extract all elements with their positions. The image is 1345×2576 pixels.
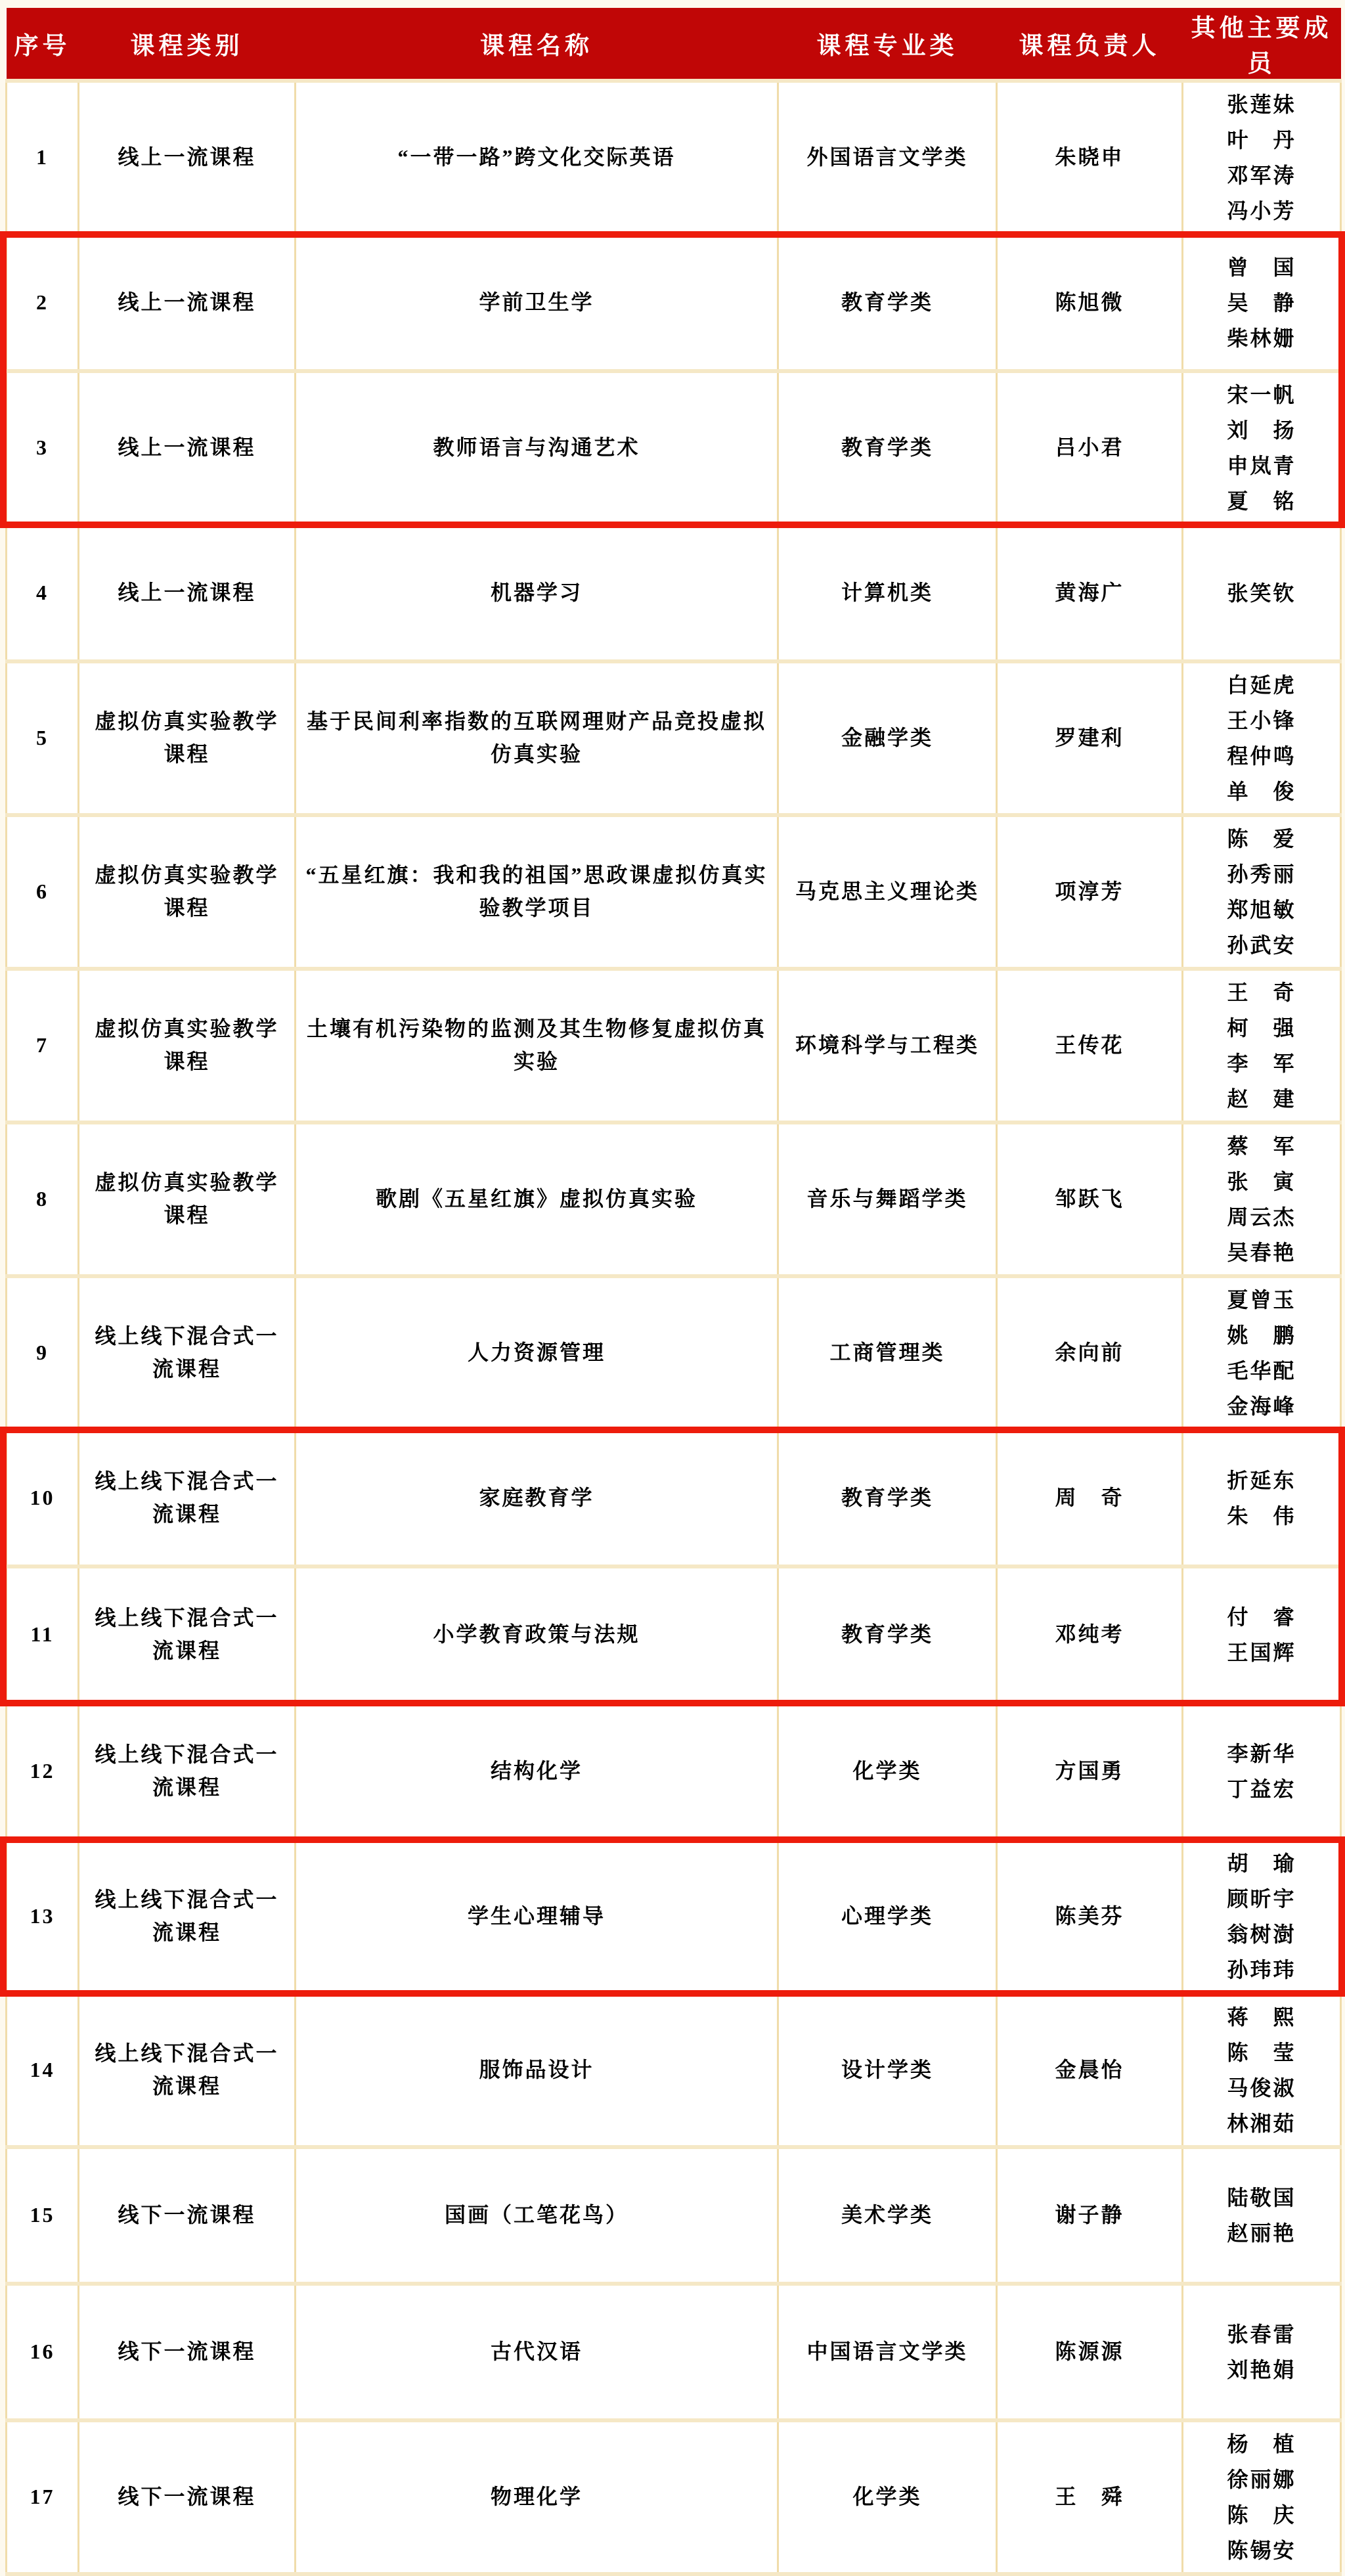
- cell-course-title: 家庭教育学: [296, 1430, 778, 1566]
- cell-num: 11: [7, 1566, 79, 1703]
- member-name: 王国辉: [1227, 1641, 1296, 1664]
- member-name: 曾 国: [1227, 255, 1296, 279]
- cell-num: 1: [7, 81, 79, 234]
- member-name: 周云杰: [1227, 1205, 1296, 1229]
- table-row: [7, 1840, 1341, 1993]
- cell-category: 虚拟仿真实验教学课程: [79, 815, 296, 969]
- cell-course-title: 人力资源管理: [296, 1276, 778, 1430]
- member-name: 刘艳娟: [1227, 2358, 1296, 2382]
- member-name: 陈锡安: [1227, 2539, 1296, 2562]
- cell-num: 14: [7, 1993, 79, 2147]
- cell-course-title: 服饰品设计: [296, 1993, 778, 2147]
- courses-table-wrapper: [5, 8, 1340, 2576]
- cell-major-category: 工商管理类: [778, 1276, 997, 1430]
- cell-category: 线上线下混合式一流课程: [79, 1566, 296, 1703]
- cell-members: [1183, 1993, 1341, 2147]
- cell-num: 10: [7, 1430, 79, 1566]
- cell-category: 线上线下混合式一流课程: [79, 1993, 296, 2147]
- cell-course-title: 古代汉语: [296, 2284, 778, 2420]
- table-row: [7, 2147, 1341, 2284]
- member-name: 柯 强: [1227, 1016, 1296, 1040]
- cell-course-title: 机器学习: [296, 525, 778, 661]
- cell-num: 6: [7, 815, 79, 969]
- cell-members: [1183, 1566, 1341, 1703]
- cell-leader: 金晨怡: [997, 1993, 1183, 2147]
- member-name: 孙秀丽: [1227, 862, 1296, 886]
- cell-major-category: 外国语言文学类: [778, 81, 997, 234]
- cell-num: 3: [7, 371, 79, 525]
- table-row: [7, 1993, 1341, 2147]
- member-name: 申岚青: [1227, 454, 1296, 477]
- member-name: 单 俊: [1227, 780, 1296, 803]
- table-row: [7, 969, 1341, 1122]
- cell-leader: 陈美芬: [997, 1840, 1183, 1993]
- cell-leader: 方国勇: [997, 1703, 1183, 1840]
- cell-category: 线上一流课程: [79, 525, 296, 661]
- cell-major-category: 金融学类: [778, 661, 997, 815]
- cell-num: 16: [7, 2284, 79, 2420]
- cell-num: 12: [7, 1703, 79, 1840]
- cell-course-title: 土壤有机污染物的监测及其生物修复虚拟仿真实验: [296, 969, 778, 1122]
- table-body: [7, 81, 1341, 2574]
- member-name: 金海峰: [1227, 1394, 1296, 1418]
- member-name: 朱 伟: [1227, 1504, 1296, 1528]
- column-header-leader: 课程负责人: [997, 8, 1183, 81]
- member-name: 胡 瑜: [1227, 1852, 1296, 1875]
- member-name: 翁树澍: [1227, 1922, 1296, 1946]
- table-row: [7, 525, 1341, 661]
- cell-leader: 吕小君: [997, 371, 1183, 525]
- cell-members: [1183, 2284, 1341, 2420]
- table-row: [7, 661, 1341, 815]
- member-name: 李 军: [1227, 1052, 1296, 1075]
- cell-course-title: 教师语言与沟通艺术: [296, 371, 778, 525]
- cell-leader: 朱晓申: [997, 81, 1183, 234]
- cell-major-category: 美术学类: [778, 2147, 997, 2284]
- cell-major-category: 教育学类: [778, 1430, 997, 1566]
- table-row: [7, 371, 1341, 525]
- cell-leader: 余向前: [997, 1276, 1183, 1430]
- cell-leader: 陈源源: [997, 2284, 1183, 2420]
- member-name: 陈 莹: [1227, 2041, 1296, 2064]
- cell-leader: 周 奇: [997, 1430, 1183, 1566]
- cell-num: 2: [7, 234, 79, 371]
- member-name: 杨 植: [1227, 2432, 1296, 2456]
- cell-category: 线上线下混合式一流课程: [79, 1430, 296, 1566]
- cell-members: [1183, 234, 1341, 371]
- cell-category: 线上线下混合式一流课程: [79, 1840, 296, 1993]
- cell-leader: 谢子静: [997, 2147, 1183, 2284]
- member-name: 王 奇: [1227, 981, 1296, 1004]
- cell-num: 5: [7, 661, 79, 815]
- cell-course-title: 小学教育政策与法规: [296, 1566, 778, 1703]
- cell-leader: 邹跃飞: [997, 1122, 1183, 1276]
- table-row: [7, 1122, 1341, 1276]
- cell-major-category: 化学类: [778, 2420, 997, 2574]
- member-name: 陈 庆: [1227, 2503, 1296, 2527]
- member-name: 邓军涛: [1227, 164, 1296, 187]
- member-name: 郑旭敏: [1227, 898, 1296, 922]
- member-name: 毛华配: [1227, 1359, 1296, 1383]
- member-name: 陆敬国: [1227, 2186, 1296, 2210]
- cell-num: 4: [7, 525, 79, 661]
- member-name: 张 寅: [1227, 1170, 1296, 1193]
- table-row: [7, 2284, 1341, 2420]
- column-header-members: 其他主要成员: [1183, 8, 1341, 81]
- cell-major-category: 中国语言文学类: [778, 2284, 997, 2420]
- member-name: 张莲妹: [1227, 93, 1296, 116]
- cell-course-title: 国画（工笔花鸟）: [296, 2147, 778, 2284]
- column-header-category: 课程类别: [79, 8, 296, 81]
- header-row: [7, 8, 1341, 81]
- cell-leader: 罗建利: [997, 661, 1183, 815]
- cell-major-category: 环境科学与工程类: [778, 969, 997, 1122]
- cell-major-category: 计算机类: [778, 525, 997, 661]
- cell-course-title: 基于民间利率指数的互联网理财产品竞投虚拟仿真实验: [296, 661, 778, 815]
- cell-members: [1183, 1122, 1341, 1276]
- cell-num: 9: [7, 1276, 79, 1430]
- column-header-title: 课程名称: [296, 8, 778, 81]
- member-name: 王小锋: [1227, 709, 1296, 732]
- member-name: 丁益宏: [1227, 1777, 1296, 1801]
- cell-major-category: 教育学类: [778, 234, 997, 371]
- cell-members: [1183, 815, 1341, 969]
- table-row: [7, 81, 1341, 234]
- table-row: [7, 1566, 1341, 1703]
- cell-course-title: “五星红旗：我和我的祖国”思政课虚拟仿真实验教学项目: [296, 815, 778, 969]
- cell-category: 虚拟仿真实验教学课程: [79, 969, 296, 1122]
- member-name: 蔡 军: [1227, 1134, 1296, 1158]
- cell-category: 虚拟仿真实验教学课程: [79, 661, 296, 815]
- cell-major-category: 设计学类: [778, 1993, 997, 2147]
- cell-num: 17: [7, 2420, 79, 2574]
- cell-category: 虚拟仿真实验教学课程: [79, 1122, 296, 1276]
- member-name: 马俊淑: [1227, 2076, 1296, 2100]
- cell-major-category: 音乐与舞蹈学类: [778, 1122, 997, 1276]
- table-row: [7, 234, 1341, 371]
- cell-members: [1183, 1840, 1341, 1993]
- member-name: 蒋 熙: [1227, 2005, 1296, 2029]
- cell-members: [1183, 371, 1341, 525]
- table-row: [7, 815, 1341, 969]
- cell-leader: 邓纯考: [997, 1566, 1183, 1703]
- cell-category: 线上线下混合式一流课程: [79, 1703, 296, 1840]
- cell-major-category: 教育学类: [778, 371, 997, 525]
- cell-category: 线下一流课程: [79, 2147, 296, 2284]
- member-name: 顾昕宇: [1227, 1887, 1296, 1911]
- table-row: [7, 1703, 1341, 1840]
- member-name: 冯小芳: [1227, 199, 1296, 223]
- cell-members: [1183, 969, 1341, 1122]
- cell-num: 13: [7, 1840, 79, 1993]
- cell-major-category: 心理学类: [778, 1840, 997, 1993]
- member-name: 刘 扬: [1227, 418, 1296, 442]
- cell-course-title: “一带一路”跨文化交际英语: [296, 81, 778, 234]
- member-name: 吴春艳: [1227, 1241, 1296, 1264]
- member-name: 夏 铭: [1227, 489, 1296, 513]
- member-name: 叶 丹: [1227, 128, 1296, 152]
- cell-leader: 项淳芳: [997, 815, 1183, 969]
- cell-category: 线上一流课程: [79, 81, 296, 234]
- member-name: 张笑钦: [1227, 581, 1296, 605]
- cell-members: [1183, 1276, 1341, 1430]
- cell-course-title: 结构化学: [296, 1703, 778, 1840]
- member-name: 夏曾玉: [1227, 1288, 1296, 1312]
- cell-members: [1183, 1703, 1341, 1840]
- member-name: 吴 静: [1227, 291, 1296, 315]
- cell-category: 线下一流课程: [79, 2420, 296, 2574]
- member-name: 李新华: [1227, 1742, 1296, 1765]
- table-header: [7, 8, 1341, 81]
- table-row: [7, 2420, 1341, 2574]
- cell-category: 线上一流课程: [79, 371, 296, 525]
- cell-members: [1183, 661, 1341, 815]
- member-name: 付 睿: [1227, 1605, 1296, 1629]
- member-name: 折延东: [1227, 1469, 1296, 1492]
- member-name: 宋一帆: [1227, 383, 1296, 407]
- column-header-num: 序号: [7, 8, 79, 81]
- member-name: 赵丽艳: [1227, 2221, 1296, 2245]
- cell-num: 7: [7, 969, 79, 1122]
- cell-category: 线下一流课程: [79, 2284, 296, 2420]
- cell-leader: 黄海广: [997, 525, 1183, 661]
- cell-members: [1183, 2420, 1341, 2574]
- member-name: 陈 爱: [1227, 827, 1296, 851]
- cell-course-title: 物理化学: [296, 2420, 778, 2574]
- cell-course-title: 歌剧《五星红旗》虚拟仿真实验: [296, 1122, 778, 1276]
- member-name: 林湘茹: [1227, 2112, 1296, 2135]
- courses-table: [5, 8, 1342, 2576]
- cell-leader: 王 舜: [997, 2420, 1183, 2574]
- cell-category: 线上线下混合式一流课程: [79, 1276, 296, 1430]
- cell-members: [1183, 525, 1341, 661]
- member-name: 白延虎: [1227, 673, 1296, 697]
- member-name: 程仲鸣: [1227, 744, 1296, 768]
- cell-major-category: 化学类: [778, 1703, 997, 1840]
- cell-members: [1183, 2147, 1341, 2284]
- member-name: 徐丽娜: [1227, 2468, 1296, 2491]
- member-name: 孙武安: [1227, 933, 1296, 957]
- member-name: 赵 建: [1227, 1087, 1296, 1111]
- cell-course-title: 学生心理辅导: [296, 1840, 778, 1993]
- table-row: [7, 1276, 1341, 1430]
- cell-major-category: 马克思主义理论类: [778, 815, 997, 969]
- cell-members: [1183, 1430, 1341, 1566]
- cell-num: 8: [7, 1122, 79, 1276]
- cell-category: 线上一流课程: [79, 234, 296, 371]
- column-header-major: 课程专业类: [778, 8, 997, 81]
- cell-num: 15: [7, 2147, 79, 2284]
- cell-course-title: 学前卫生学: [296, 234, 778, 371]
- member-name: 姚 鹏: [1227, 1323, 1296, 1347]
- member-name: 张春雷: [1227, 2322, 1296, 2346]
- member-name: 柴林姗: [1227, 326, 1296, 350]
- member-name: 孙玮玮: [1227, 1958, 1296, 1982]
- table-row: [7, 1430, 1341, 1566]
- cell-members: [1183, 81, 1341, 234]
- cell-leader: 陈旭微: [997, 234, 1183, 371]
- cell-leader: 王传花: [997, 969, 1183, 1122]
- cell-major-category: 教育学类: [778, 1566, 997, 1703]
